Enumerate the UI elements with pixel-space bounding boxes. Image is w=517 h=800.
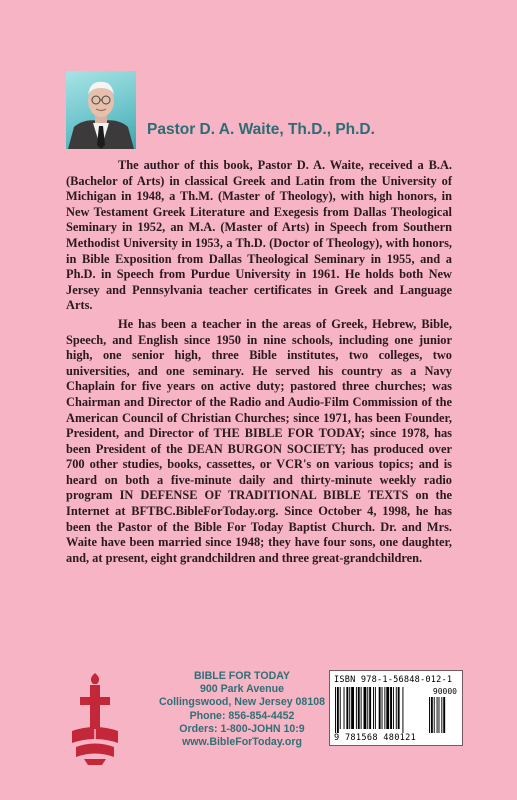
author-biography <box>66 158 452 566</box>
author-name: Pastor D. A. Waite, Th.D., Ph.D. <box>147 121 375 138</box>
barcode-bars <box>335 687 457 733</box>
bible-for-today-logo <box>66 673 124 765</box>
author-portrait <box>66 71 136 149</box>
bio-paragraph-career: He has been a teacher in the areas of Greek, Hebrew, Bible, Speech, and English since 1950 in nine schools, including one junior high, one senior high, three Bible institutes, two colleges, two universities, and one seminary. He served his country as a Navy Chaplain for five years on active duty; pastored three churches; was Chairman and Director of the Radio and Audio-Film Commission of the American Council of Christian Churches; since 1971, has been Founder, President, and Director of THE BIBLE FOR TODAY; since 1978, has been President of the DEAN BURGON SOCIETY; has produced over 700 other studies, books, cassettes, or VCR's on various topics; and is heard on both a five-minute daily and thirty-minute weekly radio program IN DEFENSE OF TRADITIONAL BIBLE TEXTS on the Internet at BFTBC.BibleForToday.org. Since October 4, 1998, he has been the Pastor of the Bible For Today Baptist Church. Dr. and Mrs. Waite have been married since 1948; they have four sons, one daughter, and, at present, eight grandchildren and three great-grandchildren. <box>66 316 452 565</box>
barcode-addon-number: 90000 <box>432 687 457 696</box>
publisher-street: 900 Park Avenue <box>199 683 284 696</box>
publisher-phone: Phone: 856-854-4452 <box>189 709 295 722</box>
publisher-website: www.BibleForToday.org <box>182 736 302 749</box>
bio-paragraph-education: The author of this book, Pastor D. A. Waite, received a B.A. (Bachelor of Arts) in classical Greek and Latin from the University of Michigan in 1948, a Th.M. (Master of Theology), with high honors, in New Testament Greek Literature and Exegesis from Dallas Theological Seminary in 1952, an M.A. (Master of Arts) in Speech from Southern Methodist University in 1953, a Th.D. (Doctor of Theology), with honors, in Bible Exposition from Dallas Theological Seminary in 1955, and a Ph.D. in Speech from Purdue University in 1961. He holds both New Jersey and Pennsylvania teacher certificates in Greek and Language Arts. <box>66 158 452 313</box>
publisher-city: Collingswood, New Jersey 08108 <box>158 696 326 709</box>
publisher-orders: Orders: 1-800-JOHN 10:9 <box>179 722 305 735</box>
publisher-contact <box>144 670 340 749</box>
ean-digits: 9 781568 480121 <box>334 733 417 743</box>
isbn-label: ISBN 978-1-56848-012-1 <box>334 675 453 685</box>
isbn-barcode-block <box>329 670 463 746</box>
publisher-name: BIBLE FOR TODAY <box>194 670 290 682</box>
